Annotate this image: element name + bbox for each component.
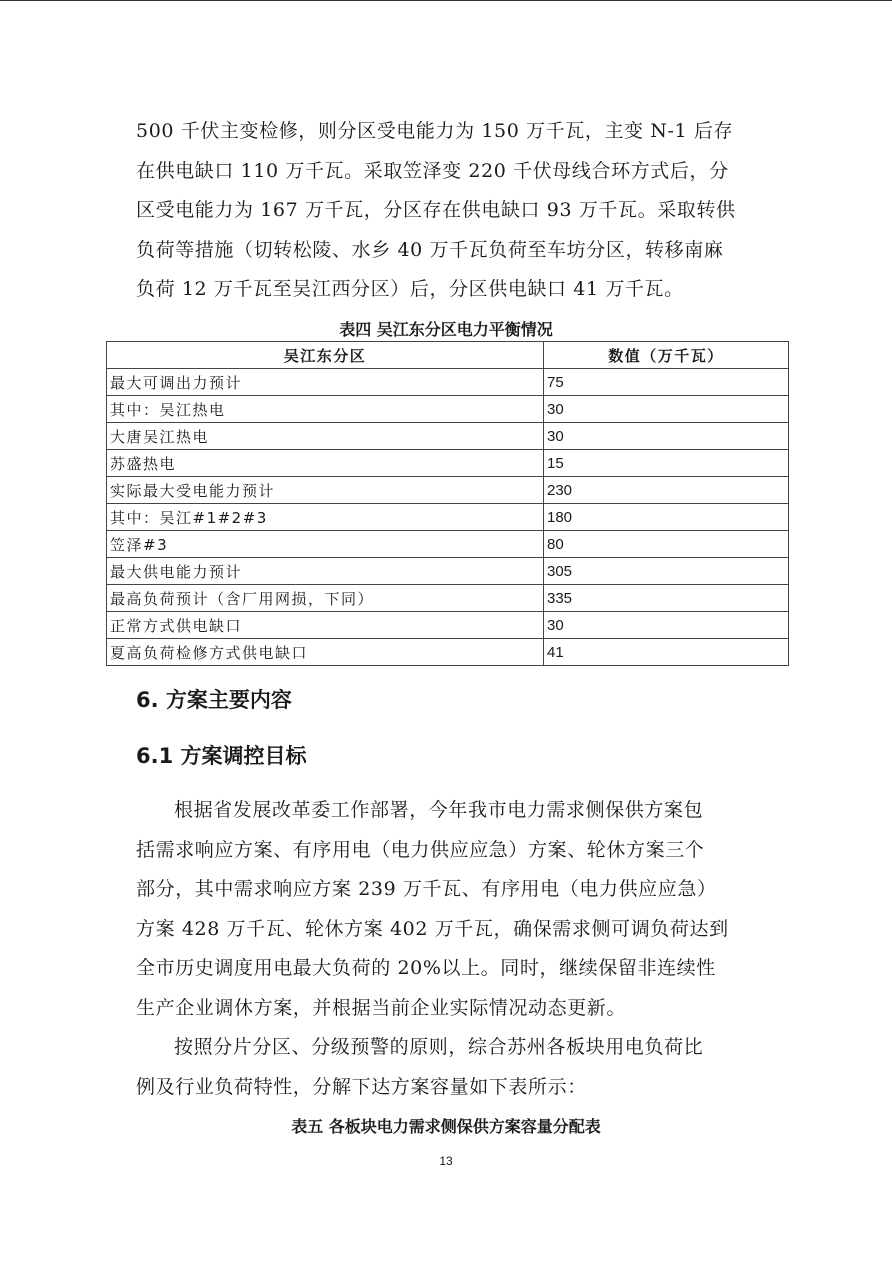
row-value: 30 xyxy=(544,396,789,423)
table-row xyxy=(107,369,789,396)
table-header-value: 数值（万千瓦） xyxy=(544,342,789,369)
paragraph-line: 部分，其中需求响应方案 239 万千瓦、有序用电（电力供应应急） xyxy=(136,878,717,900)
row-value: 305 xyxy=(544,558,789,585)
row-value: 230 xyxy=(544,477,789,504)
table-row xyxy=(107,396,789,423)
row-value: 30 xyxy=(544,612,789,639)
paragraph-capacity-gap xyxy=(136,112,756,310)
row-label: 大唐吴江热电 xyxy=(107,423,544,450)
paragraph-line: 全市历史调度用电最大负荷的 20%以上。同时，继续保留非连续性 xyxy=(136,957,716,979)
paragraph-line: 区受电能力为 167 万千瓦，分区存在供电缺口 93 万千瓦。采取转供 xyxy=(136,199,736,221)
table4-caption: 表四 吴江东分区电力平衡情况 xyxy=(339,320,553,339)
paragraph-line: 括需求响应方案、有序用电（电力供应应急）方案、轮休方案三个 xyxy=(136,838,705,861)
table-row xyxy=(107,450,789,477)
page-number: 13 xyxy=(439,1154,453,1168)
row-label: 实际最大受电能力预计 xyxy=(107,477,544,504)
section-heading-6-1: 6.1 方案调控目标 xyxy=(136,744,307,768)
row-label: 其中：吴江#1#2#3 xyxy=(107,504,544,531)
paragraph-line: 负荷 12 万千瓦至吴江西分区）后，分区供电缺口 41 万千瓦。 xyxy=(136,278,684,300)
table-row xyxy=(107,612,789,639)
paragraph-line: 按照分片分区、分级预警的原则，综合苏州各板块用电负荷比 xyxy=(174,1036,704,1058)
row-value: 180 xyxy=(544,504,789,531)
table-header-region: 吴江东分区 xyxy=(107,342,544,369)
row-value: 335 xyxy=(544,585,789,612)
paragraph-line: 方案 428 万千瓦、轮休方案 402 万千瓦，确保需求侧可调负荷达到 xyxy=(136,917,729,940)
row-label: 最大供电能力预计 xyxy=(107,558,544,585)
paragraph-line: 根据省发展改革委工作部署，今年我市电力需求侧保供方案包 xyxy=(174,799,704,821)
paragraph-line: 例及行业负荷特性，分解下达方案容量如下表所示： xyxy=(136,1075,587,1098)
table-row xyxy=(107,585,789,612)
paragraph-line: 在供电缺口 110 万千瓦。采取笠泽变 220 千伏母线合环方式后，分 xyxy=(136,159,729,182)
row-value: 80 xyxy=(544,531,789,558)
paragraph-control-goal xyxy=(136,791,756,1028)
page-top-border xyxy=(0,0,892,1)
table-row xyxy=(107,504,789,531)
table-header-row xyxy=(107,342,789,369)
row-label: 其中：吴江热电 xyxy=(107,396,544,423)
row-value: 41 xyxy=(544,639,789,666)
paragraph-capacity-split xyxy=(136,1028,756,1107)
table-row xyxy=(107,558,789,585)
table-row xyxy=(107,639,789,666)
power-balance-table xyxy=(106,341,789,666)
row-label: 苏盛热电 xyxy=(107,450,544,477)
row-value: 75 xyxy=(544,369,789,396)
row-label: 正常方式供电缺口 xyxy=(107,612,544,639)
section-heading-6: 6. 方案主要内容 xyxy=(136,688,292,712)
table5-caption: 表五 各板块电力需求侧保供方案容量分配表 xyxy=(291,1117,601,1136)
table-row xyxy=(107,477,789,504)
table-row xyxy=(107,423,789,450)
paragraph-line: 500 千伏主变检修，则分区受电能力为 150 万千瓦，主变 N-1 后存 xyxy=(136,120,734,142)
paragraph-line: 生产企业调休方案，并根据当前企业实际情况动态更新。 xyxy=(136,996,627,1019)
paragraph-line: 负荷等措施（切转松陵、水乡 40 万千瓦负荷至车坊分区，转移南麻 xyxy=(136,238,724,261)
table-row xyxy=(107,531,789,558)
row-value: 30 xyxy=(544,423,789,450)
row-label: 最大可调出力预计 xyxy=(107,369,544,396)
row-label: 最高负荷预计（含厂用网损，下同） xyxy=(107,585,544,612)
row-label: 笠泽#3 xyxy=(107,531,544,558)
row-value: 15 xyxy=(544,450,789,477)
row-label: 夏高负荷检修方式供电缺口 xyxy=(107,639,544,666)
